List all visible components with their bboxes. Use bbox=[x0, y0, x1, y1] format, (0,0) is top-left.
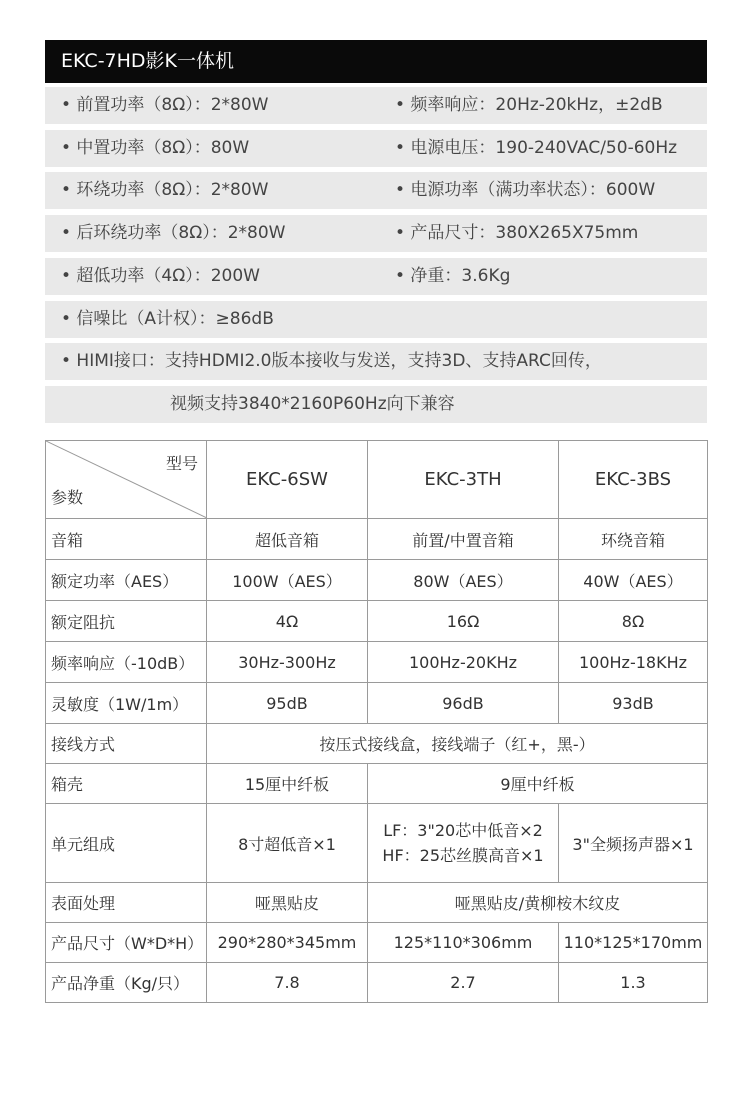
table-cell: 超低音箱 bbox=[207, 519, 368, 560]
row-label: 音箱 bbox=[46, 519, 207, 560]
table-row bbox=[46, 601, 708, 642]
table-row bbox=[46, 804, 708, 883]
model-header: EKC-3BS bbox=[559, 441, 708, 519]
speaker-spec-table bbox=[45, 440, 708, 1003]
table-row bbox=[46, 642, 708, 683]
row-label: 灵敏度（1W/1m） bbox=[46, 683, 207, 724]
row-label: 产品尺寸（W*D*H） bbox=[46, 923, 207, 963]
table-cell: 110*125*170mm bbox=[559, 923, 708, 963]
spec-row bbox=[45, 258, 707, 295]
model-header: EKC-6SW bbox=[207, 441, 368, 519]
table-cell: 3"全频扬声器×1 bbox=[559, 804, 708, 883]
table-cell: 前置/中置音箱 bbox=[368, 519, 559, 560]
model-header: EKC-3TH bbox=[368, 441, 559, 519]
table-cell: 9厘中纤板 bbox=[368, 764, 708, 804]
spec-power-voltage: • 电源电压：190-240VAC/50-60Hz bbox=[395, 138, 678, 158]
table-cell: 2.7 bbox=[368, 963, 559, 1003]
row-label: 产品净重（Kg/只） bbox=[46, 963, 207, 1003]
table-header-row bbox=[46, 441, 708, 519]
row-label: 箱壳 bbox=[46, 764, 207, 804]
table-cell: 30Hz-300Hz bbox=[207, 642, 368, 683]
cell-line: HF：25芯丝膜高音×1 bbox=[382, 846, 544, 865]
spec-product-size: • 产品尺寸：380X265X75mm bbox=[395, 223, 639, 243]
table-cell: 290*280*345mm bbox=[207, 923, 368, 963]
table-cell: 15厘中纤板 bbox=[207, 764, 368, 804]
table-cell bbox=[368, 804, 559, 883]
row-label: 接线方式 bbox=[46, 724, 207, 764]
table-cell: 96dB bbox=[368, 683, 559, 724]
spec-snr: • 信噪比（A计权）：≥86dB bbox=[61, 309, 274, 329]
spec-surround-power: • 环绕功率（8Ω）：2*80W bbox=[61, 180, 269, 200]
spec-power-consumption: • 电源功率（满功率状态）：600W bbox=[395, 180, 656, 200]
spec-subwoofer-power: • 超低功率（4Ω）：200W bbox=[61, 266, 260, 286]
table-cell: 125*110*306mm bbox=[368, 923, 559, 963]
table-row bbox=[46, 683, 708, 724]
table-cell: 80W（AES） bbox=[368, 560, 559, 601]
spec-row bbox=[45, 301, 707, 338]
table-row bbox=[46, 883, 708, 923]
table-cell: 1.3 bbox=[559, 963, 708, 1003]
table-cell: 95dB bbox=[207, 683, 368, 724]
table-cell: 8Ω bbox=[559, 601, 708, 642]
table-cell: 8寸超低音×1 bbox=[207, 804, 368, 883]
table-cell: 100Hz-20KHz bbox=[368, 642, 559, 683]
row-label: 单元组成 bbox=[46, 804, 207, 883]
spec-row bbox=[45, 215, 707, 252]
row-label: 额定阻抗 bbox=[46, 601, 207, 642]
table-row bbox=[46, 923, 708, 963]
table-cell: 7.8 bbox=[207, 963, 368, 1003]
spec-front-power: • 前置功率（8Ω）：2*80W bbox=[61, 95, 269, 115]
spec-row bbox=[45, 386, 707, 423]
table-cell: 100W（AES） bbox=[207, 560, 368, 601]
product-title: EKC-7HD影K一体机 bbox=[45, 40, 707, 83]
spec-rear-surround-power: • 后环绕功率（8Ω）：2*80W bbox=[61, 223, 286, 243]
table-row bbox=[46, 519, 708, 560]
table-cell: 哑黑贴皮 bbox=[207, 883, 368, 923]
table-row bbox=[46, 724, 708, 764]
spec-hdmi-line1: • HIMI接口：支持HDMI2.0版本接收与发送，支持3D、支持ARC回传， bbox=[61, 351, 602, 371]
table-cell: 哑黑贴皮/黄柳桉木纹皮 bbox=[368, 883, 708, 923]
row-label: 频率响应（-10dB） bbox=[46, 642, 207, 683]
spec-net-weight: • 净重：3.6Kg bbox=[395, 266, 511, 286]
row-label: 额定功率（AES） bbox=[46, 560, 207, 601]
spec-row bbox=[45, 130, 707, 167]
table-cell: 40W（AES） bbox=[559, 560, 708, 601]
corner-param-label: 参数 bbox=[51, 488, 84, 507]
table-row bbox=[46, 764, 708, 804]
cell-line: LF：3"20芯中低音×2 bbox=[383, 821, 543, 840]
row-label: 表面处理 bbox=[46, 883, 207, 923]
spec-center-power: • 中置功率（8Ω）：80W bbox=[61, 138, 250, 158]
spec-hdmi-line2: 视频支持3840*2160P60Hz向下兼容 bbox=[170, 394, 455, 414]
corner-model-label: 型号 bbox=[165, 454, 198, 473]
table-cell: 环绕音箱 bbox=[559, 519, 708, 560]
table-cell: 100Hz-18KHz bbox=[559, 642, 708, 683]
spec-row bbox=[45, 343, 707, 380]
table-row bbox=[46, 560, 708, 601]
spec-frequency-response: • 频率响应：20Hz-20kHz，±2dB bbox=[395, 95, 663, 115]
spec-row bbox=[45, 87, 707, 124]
table-row bbox=[46, 963, 708, 1003]
table-cell: 93dB bbox=[559, 683, 708, 724]
table-cell: 4Ω bbox=[207, 601, 368, 642]
table-cell: 按压式接线盒，接线端子（红+，黑-） bbox=[207, 724, 708, 764]
spec-row bbox=[45, 172, 707, 209]
corner-cell bbox=[46, 441, 207, 519]
table-cell: 16Ω bbox=[368, 601, 559, 642]
